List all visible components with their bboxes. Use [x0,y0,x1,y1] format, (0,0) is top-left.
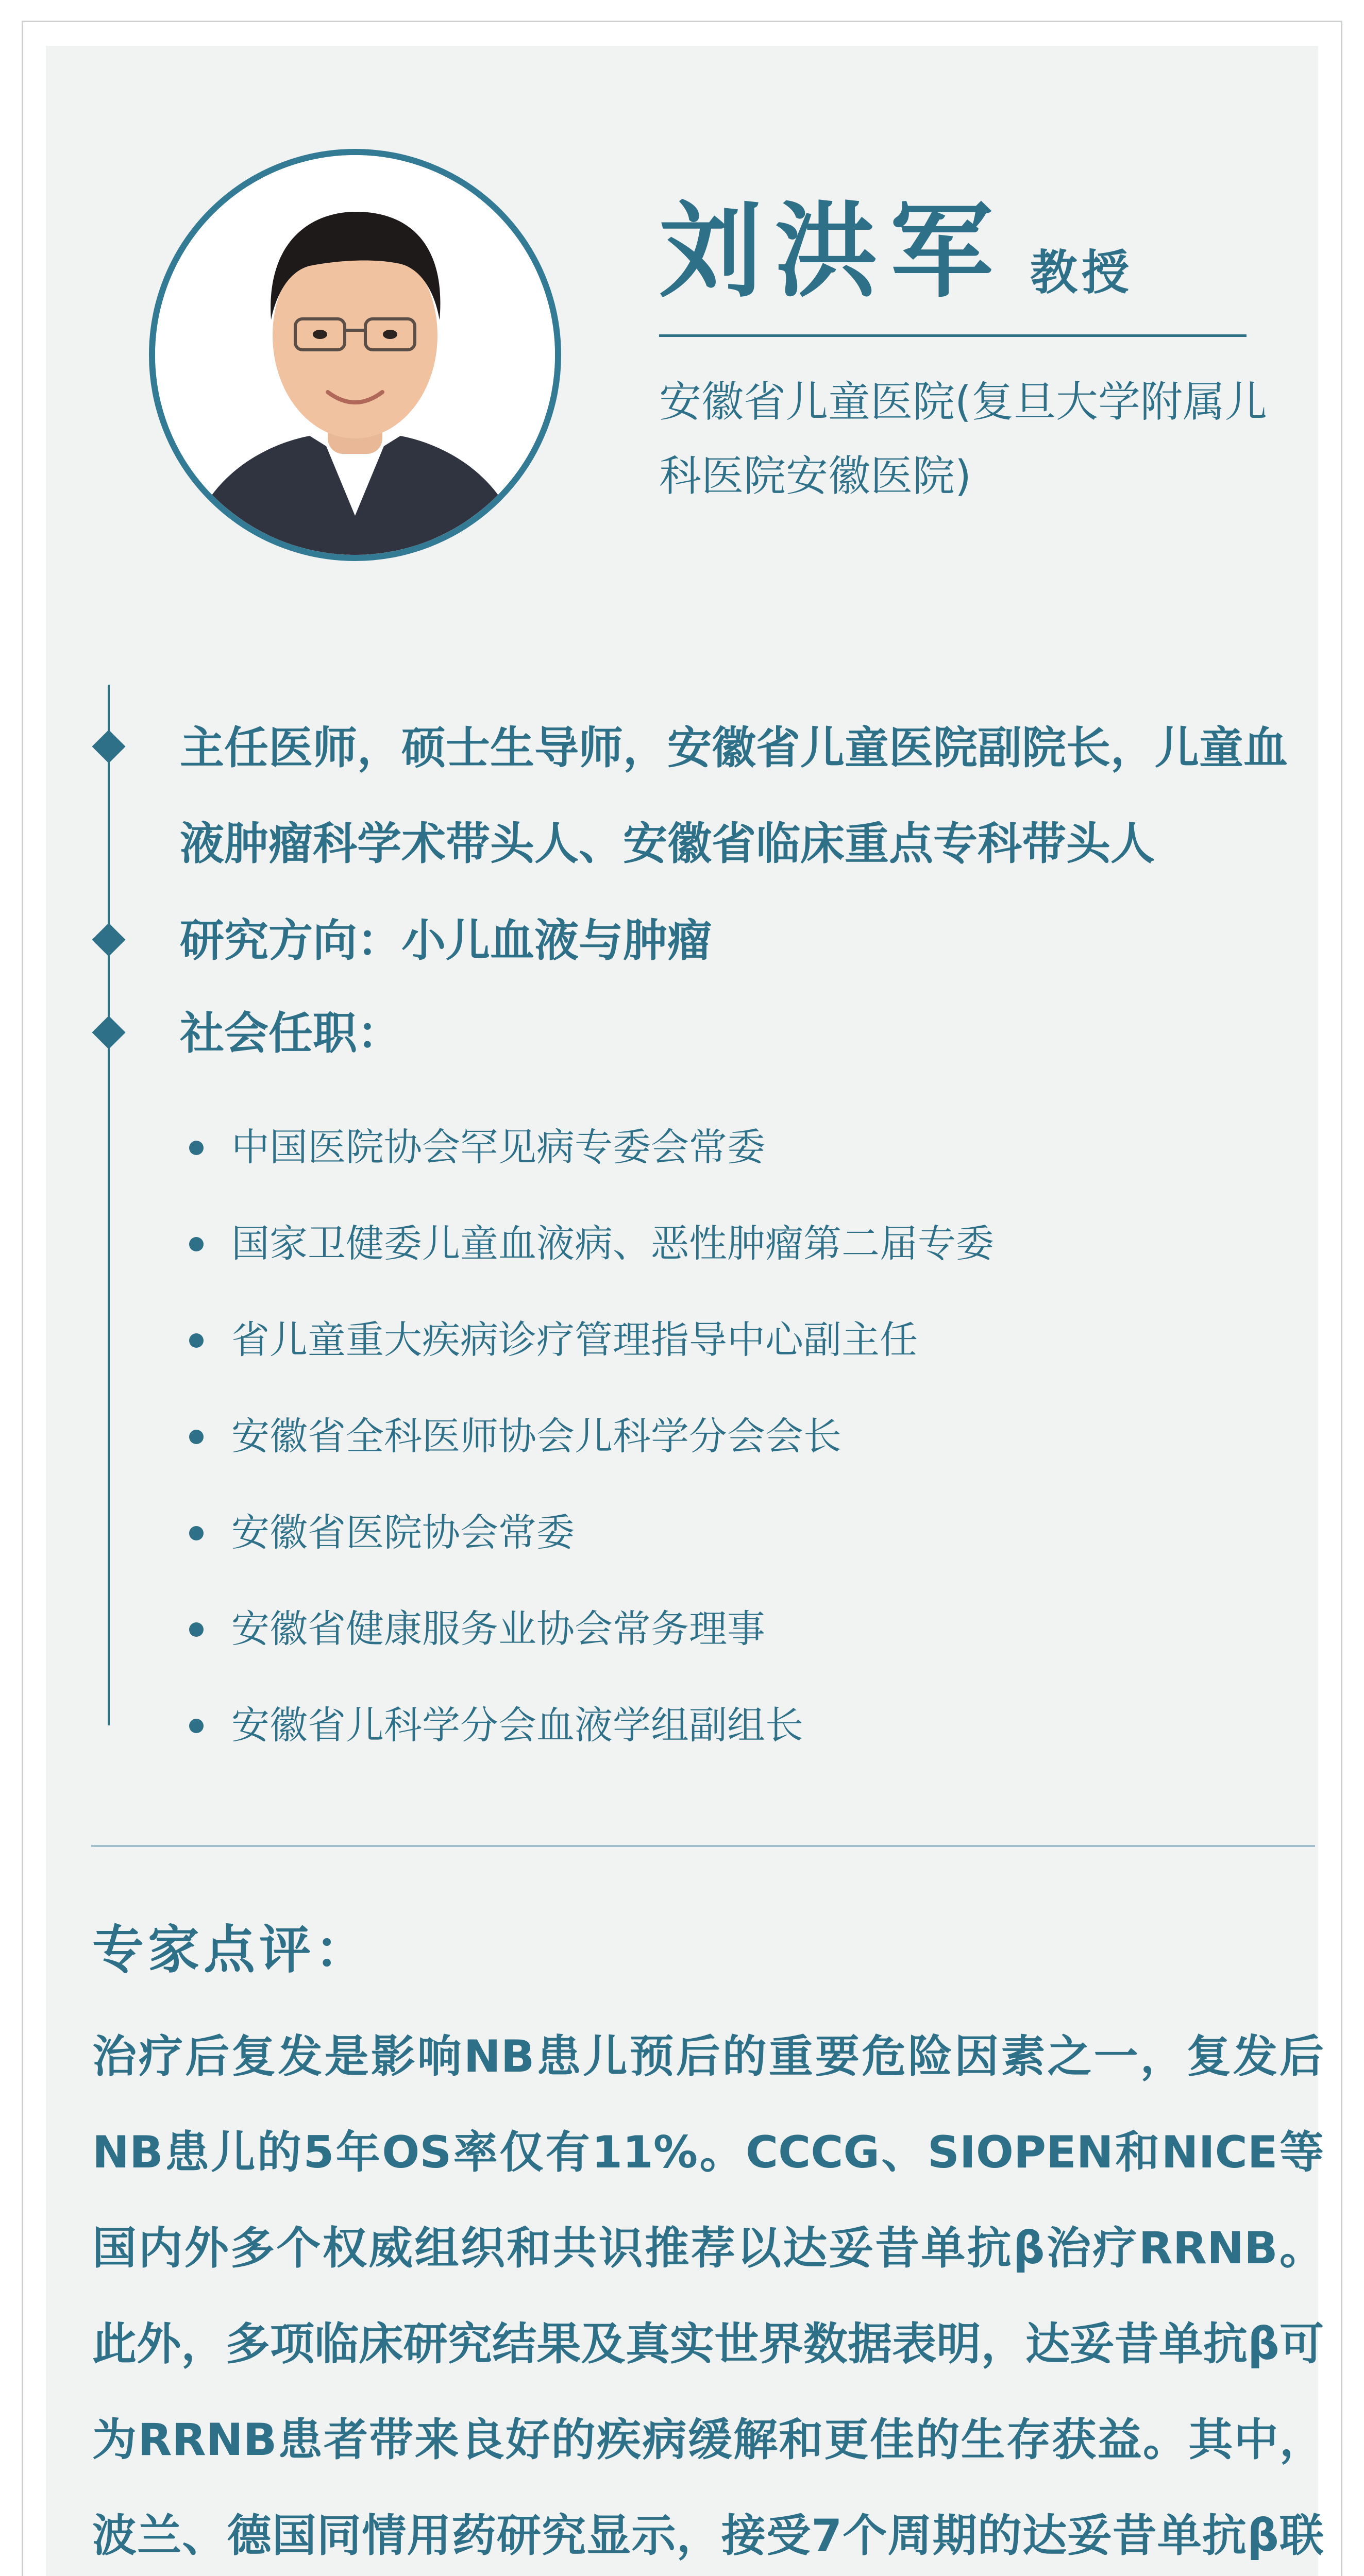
role-label: 安徽省儿科学分会血液学组副组长 [231,1703,803,1748]
avatar [149,149,561,561]
bio-item-social-roles: 社会任职： [180,1008,401,1059]
list-item [185,1099,1267,1196]
bullet-dot-icon [189,1719,204,1733]
expert-comment [92,2009,1324,2576]
list-item [185,1196,1267,1292]
bullet-dot-icon [189,1526,204,1540]
comment-paragraph: 治疗后复发是影响NB患儿预后的重要危险因素之一，复发后NB患儿的5年OS率仅有11%。CCCG、SIOPEN和NICE等国内外多个权威组织和共识推荐以达妥昔单抗β治疗RRNB。此外，多项临床研究结果及真实世界数据表明，达妥昔单抗β可为RRNB患者带来良好的疾病缓解和更佳的生存获益。其中，波兰、德国同情用药研究显示，接受7个周期的达妥昔单抗β联 [92,2031,1324,2562]
role-label: 省儿童重大疾病诊疗管理指导中心副主任 [231,1318,918,1362]
bio-item-research: 研究方向：小儿血液与肿瘤 [180,915,712,967]
bullet-diamond-icon [92,923,125,956]
bio-item-position: 主任医师，硕士生导师，安徽省儿童医院副院长，儿童血液肿瘤科学术带头人、安徽省临床重点专科带头人 [180,722,1288,870]
list-item [185,1677,1267,1774]
profile-card [46,46,1324,2576]
comment-heading: 专家点评： [92,1920,371,1980]
list-item [185,1388,1267,1485]
role-label: 安徽省医院协会常委 [231,1511,575,1555]
list-item [185,1485,1267,1581]
list-item [185,1292,1267,1388]
doctor-title: 教授 [1030,245,1134,300]
doctor-name: 刘洪军 [659,192,1006,312]
name-underline [659,334,1247,337]
bullet-diamond-icon [92,1015,125,1049]
affiliation: 安徽省儿童医院(复旦大学附属儿科医院安徽医院) [659,378,1267,501]
section-divider [91,1845,1315,1847]
portrait-image [155,155,555,555]
bullet-diamond-icon [92,730,125,763]
list-item [185,1581,1267,1677]
bio-timeline-line [108,685,110,1725]
bullet-dot-icon [189,1333,204,1348]
bullet-dot-icon [189,1237,204,1251]
role-label: 国家卫健委儿童血液病、恶性肿瘤第二届专委 [231,1222,994,1266]
bullet-dot-icon [189,1141,204,1155]
bullet-dot-icon [189,1622,204,1637]
role-label: 中国医院协会罕见病专委会常委 [231,1125,765,1170]
role-label: 安徽省健康服务业协会常务理事 [231,1607,765,1651]
bullet-dot-icon [189,1430,204,1444]
role-label: 安徽省全科医师协会儿科学分会会长 [231,1414,841,1459]
social-roles-list [185,1099,1267,1774]
